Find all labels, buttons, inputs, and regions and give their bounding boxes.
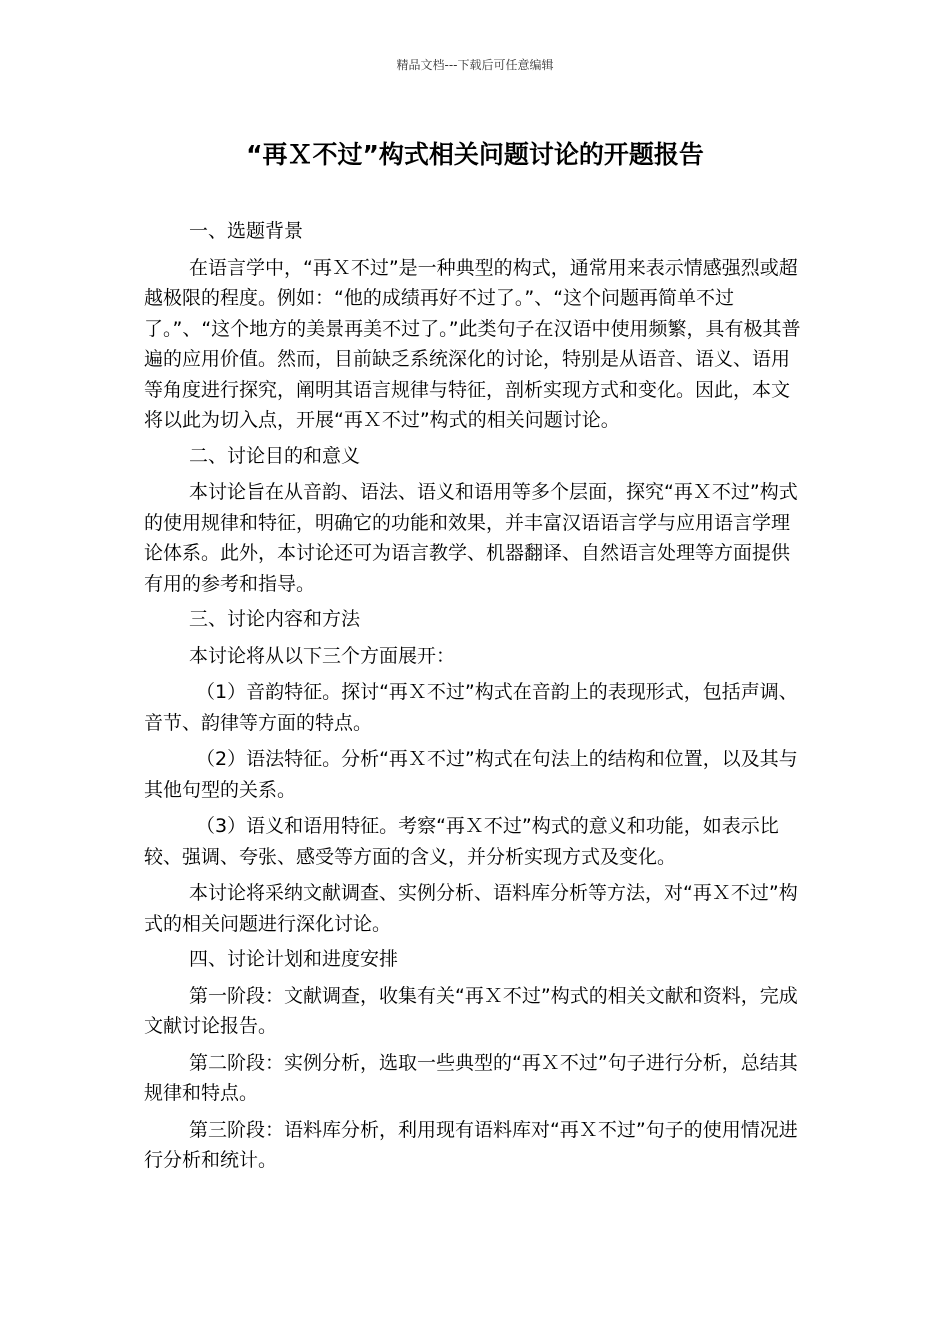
list-item-2: （2）语法特征。分析“再Ｘ不过”构式在句法上的结构和位置，以及其与其他句型的关系。: [144, 748, 798, 801]
paragraph-content-intro: 本讨论将从以下三个方面展开：: [189, 644, 456, 667]
list-item-1: （1）音韵特征。探讨“再Ｘ不过”构式在音韵上的表现形式，包括声调、音节、韵律等方面的特点。: [144, 681, 798, 734]
paragraph-stage-1: 第一阶段：文献调查，收集有关“再Ｘ不过”构式的相关文献和资料，完成文献讨论报告。: [144, 984, 798, 1037]
section-heading-2: 二、讨论目的和意义: [189, 444, 361, 467]
paragraph-purpose: 本讨论旨在从音韵、语法、语义和语用等多个层面，探究“再Ｘ不过”构式的使用规律和特征，明确它的功能和效果，并丰富汉语语言学与应用语言学理论体系。此外，本讨论还可为语言教学、机器翻译、自然语言处理等方面提供有用的参考和指导。: [144, 481, 798, 595]
paragraph-background: 在语言学中，“再Ｘ不过”是一种典型的构式，通常用来表示情感强烈或超越极限的程度。例如：“他的成绩再好不过了。”、“这个问题再简单不过了。”、“这个地方的美景再美不过了。”此类句子在汉语中使用频繁，具有极其普遍的应用价值。然而，目前缺乏系统深化的讨论，特别是从语音、语义、语用等角度进行探究，阐明其语言规律与特征，剖析实现方式和变化。因此，本文将以此为切入点，开展“再Ｘ不过”构式的相关问题讨论。: [144, 256, 801, 431]
document-title: “再Ｘ不过”构式相关问题讨论的开题报告: [246, 140, 704, 169]
document-body: [144, 216, 806, 1176]
page-header: 精品文档---下载后可任意编辑: [396, 58, 554, 72]
paragraph-stage-2: 第二阶段：实例分析，选取一些典型的“再Ｘ不过”句子进行分析，总结其规律和特点。: [144, 1051, 798, 1104]
section-heading-1: 一、选题背景: [189, 220, 304, 242]
section-heading-4: 四、讨论计划和进度安排: [189, 948, 399, 970]
paragraph-stage-3: 第三阶段：语料库分析，利用现有语料库对“再Ｘ不过”句子的使用情况进行分析和统计。: [144, 1118, 798, 1171]
list-item-3: （3）语义和语用特征。考察“再Ｘ不过”构式的意义和功能，如表示比较、强调、夸张、感受等方面的含义，并分析实现方式及变化。: [144, 815, 779, 868]
section-heading-3: 三、讨论内容和方法: [189, 608, 361, 630]
paragraph-methods: 本讨论将采纳文献调查、实例分析、语料库分析等方法，对“再Ｘ不过”构式的相关问题进行深化讨论。: [144, 882, 798, 935]
